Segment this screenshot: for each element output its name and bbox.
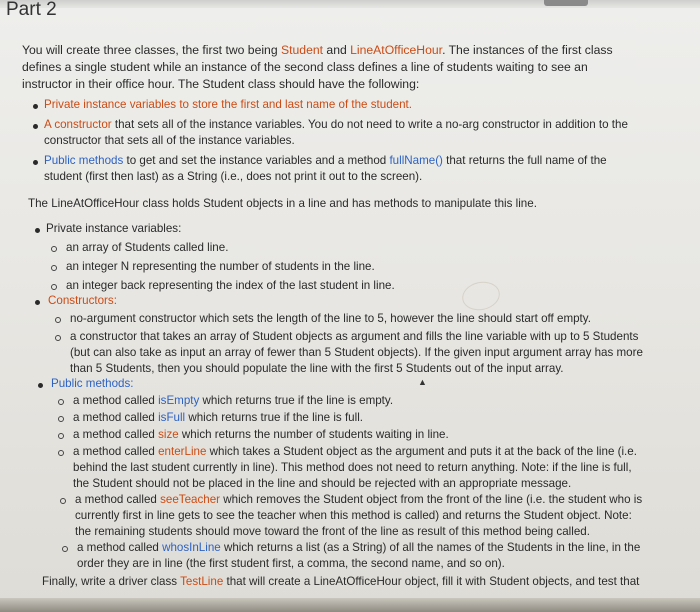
method-seeteacher-desc: which removes the Student object from the front of the line (i.e. the student who is currently first in line gets to see the teacher when this method is called) and returns the Student object. Note: the remaining students should move toward the front of the line as result of this method being called. [75, 493, 643, 538]
method-whosinline-desc: which returns a list (as a String) of all the names of the Students in the line, in the order they are in line (the first student first, a comma, the second name, and so on). [77, 541, 641, 570]
public-methods-label: Public methods [44, 154, 124, 167]
line-intro: The LineAtOfficeHour class holds Student objects in a line and has methods to manipulate this line. [28, 197, 537, 210]
bullet-dot [35, 300, 40, 305]
student-item-3-tail: that returns the full name of the student (first then last) as a String (i.e., does not print it out to the screen). [44, 154, 607, 183]
method-size-lead: a method called [73, 428, 159, 441]
mouse-cursor-icon: ▲ [418, 377, 427, 387]
constructor-label: A constructor [44, 118, 112, 131]
sub-bullet [51, 265, 57, 271]
final-lead: Finally, write a driver class [42, 575, 181, 588]
private-var-back: an integer back representing the index of the last student in line. [66, 279, 395, 292]
final-paragraph [42, 574, 682, 590]
method-isfull [73, 410, 648, 426]
private-var-line: an array of Students called line. [66, 241, 229, 254]
method-isempty [73, 393, 648, 409]
sub-bullet [62, 546, 68, 552]
bullet-dot [33, 124, 38, 129]
bullet-dot [38, 383, 43, 388]
public-methods-heading: Public methods: [51, 377, 134, 390]
sub-bullet [51, 246, 57, 252]
sub-bullet [51, 284, 57, 290]
fullname-method: fullName() [389, 154, 443, 167]
bullet-dot [33, 104, 38, 109]
sub-bullet [55, 317, 61, 323]
method-seeteacher [75, 492, 645, 540]
intro-lead-b: . The instances of the first class defines a single student while an instance of the second class defines a line of students waiting to see an instructor in their office hour. The Student class should have the following: [22, 43, 613, 91]
sub-bullet [58, 450, 64, 456]
method-seeteacher-lead: a method called [75, 493, 161, 506]
private-var-n: an integer N representing the number of students in the line. [66, 260, 375, 273]
line-class-name: LineAtOfficeHour [350, 43, 443, 57]
sub-bullet [58, 433, 64, 439]
student-item-2 [44, 117, 644, 149]
sub-bullet [60, 498, 66, 504]
final-tail: that will create a LineAtOfficeHour object, fill it with Student objects, and test that [223, 575, 640, 588]
enterline-name: enterLine [158, 445, 207, 458]
student-class-name: Student [281, 43, 324, 57]
intro-paragraph [22, 42, 640, 93]
intro-lead-a: You will create three classes, the first two being [22, 43, 282, 57]
whosinline-name: whosInLine [162, 541, 221, 554]
page-title: Part 2 [6, 0, 57, 20]
method-isfull-desc: which returns true if the line is full. [185, 411, 363, 424]
size-name: size [158, 428, 179, 441]
method-whosinline [77, 540, 647, 572]
student-item-3 [44, 153, 629, 185]
isempty-name: isEmpty [158, 394, 200, 407]
ctor-noarg: no-argument constructor which sets the length of the line to 5, however the line should start off empty. [70, 312, 591, 325]
method-size-desc: which returns the number of students waiting in line. [178, 428, 449, 441]
method-enterline-desc: which takes a Student object as the argument and puts it at the back of the line (i.e. behind the last student currently in line). This method does not need to return anything. Note: if the line is full, the Student should not be placed in the line and should be rejected with an appropriate message. [73, 445, 637, 490]
ctor-array: a constructor that takes an array of Student objects as argument and fills the line variable with up to 5 Students (but can also take as input an array of fewer than 5 Student objects). If the given input argument array has more than 5 Students, then you should populate the line with the first 5 Students out of the input array. [70, 330, 643, 375]
method-enterline-lead: a method called [73, 445, 159, 458]
intro-and: and [323, 43, 351, 57]
seeteacher-name: seeTeacher [160, 493, 221, 506]
sub-bullet [58, 416, 64, 422]
constructors-label: Constructors: [48, 294, 117, 307]
bullet-dot [35, 228, 40, 233]
method-isempty-desc: which returns true if the line is empty. [199, 394, 394, 407]
sub-bullet [58, 399, 64, 405]
bottom-edge [0, 598, 700, 612]
student-item-3-text: to get and set the instance variables and a method [123, 154, 390, 167]
method-whosinline-lead: a method called [77, 541, 163, 554]
testline-name: TestLine [180, 575, 224, 588]
method-size [73, 427, 648, 443]
method-isfull-lead: a method called [73, 411, 159, 424]
sub-bullet [55, 335, 61, 341]
private-vars-label: Private instance variables: [46, 222, 182, 235]
student-item-1-text: Private instance variables to store the first and last name of the student. [44, 98, 412, 111]
student-item-2-text: that sets all of the instance variables. You do not need to write a no-arg constructor in addition to the constructor that sets all of the instance variables. [44, 118, 628, 147]
isfull-name: isFull [158, 411, 186, 424]
method-isempty-lead: a method called [73, 394, 159, 407]
method-enterline [73, 444, 645, 492]
bullet-dot [33, 160, 38, 165]
student-item-1 [44, 97, 644, 113]
